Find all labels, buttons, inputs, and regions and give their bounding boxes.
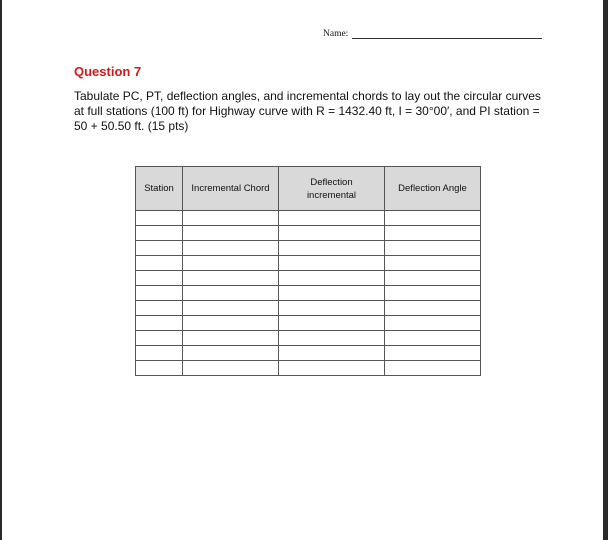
station-cell[interactable] bbox=[136, 271, 183, 286]
station-cell[interactable] bbox=[136, 241, 183, 256]
station-cell[interactable] bbox=[136, 226, 183, 241]
deflection-incremental-cell[interactable] bbox=[279, 256, 385, 271]
table-row bbox=[136, 361, 481, 376]
name-label: Name: bbox=[323, 29, 349, 39]
incremental-chord-cell[interactable] bbox=[183, 241, 279, 256]
deflection-incremental-cell[interactable] bbox=[279, 241, 385, 256]
incremental-chord-cell[interactable] bbox=[183, 361, 279, 376]
deflection-angle-cell[interactable] bbox=[385, 211, 481, 226]
deflection-angle-cell[interactable] bbox=[385, 241, 481, 256]
incremental-chord-cell[interactable] bbox=[183, 316, 279, 331]
deflection-angle-cell[interactable] bbox=[385, 256, 481, 271]
table-row bbox=[136, 346, 481, 361]
deflection-angle-cell[interactable] bbox=[385, 301, 481, 316]
deflection-incremental-cell[interactable] bbox=[279, 211, 385, 226]
header-deflection-angle: Deflection Angle bbox=[385, 167, 481, 211]
table-row bbox=[136, 286, 481, 301]
station-cell[interactable] bbox=[136, 256, 183, 271]
incremental-chord-cell[interactable] bbox=[183, 211, 279, 226]
deflection-angle-cell[interactable] bbox=[385, 226, 481, 241]
table-row bbox=[136, 271, 481, 286]
deflection-angle-cell[interactable] bbox=[385, 316, 481, 331]
name-blank-line[interactable] bbox=[352, 29, 542, 39]
table-row bbox=[136, 211, 481, 226]
table-header-row bbox=[136, 167, 481, 211]
header-station: Station bbox=[136, 167, 183, 211]
incremental-chord-cell[interactable] bbox=[183, 256, 279, 271]
table-row bbox=[136, 256, 481, 271]
station-cell[interactable] bbox=[136, 316, 183, 331]
deflection-incremental-cell[interactable] bbox=[279, 316, 385, 331]
deflection-angle-cell[interactable] bbox=[385, 271, 481, 286]
station-cell[interactable] bbox=[136, 331, 183, 346]
page-border-left bbox=[0, 0, 2, 540]
station-cell[interactable] bbox=[136, 301, 183, 316]
header-deflection-incremental bbox=[279, 167, 385, 211]
station-cell[interactable] bbox=[136, 361, 183, 376]
incremental-chord-cell[interactable] bbox=[183, 331, 279, 346]
station-cell[interactable] bbox=[136, 286, 183, 301]
deflection-incremental-cell[interactable] bbox=[279, 361, 385, 376]
name-field bbox=[323, 29, 542, 39]
incremental-chord-cell[interactable] bbox=[183, 286, 279, 301]
table-row bbox=[136, 301, 481, 316]
station-cell[interactable] bbox=[136, 211, 183, 226]
deflection-incremental-cell[interactable] bbox=[279, 226, 385, 241]
deflection-angle-cell[interactable] bbox=[385, 361, 481, 376]
deflection-angle-cell[interactable] bbox=[385, 286, 481, 301]
question-text: Tabulate PC, PT, deflection angles, and incremental chords to lay out the circular curves at full stations (100 ft) for Highway curve with R = 1432.40 ft, I = 30°00′, and PI station = 50 + 50.50 ft. (15 pts) bbox=[74, 89, 541, 133]
table-row bbox=[136, 241, 481, 256]
deflection-incremental-cell[interactable] bbox=[279, 286, 385, 301]
deflection-incremental-cell[interactable] bbox=[279, 301, 385, 316]
incremental-chord-cell[interactable] bbox=[183, 346, 279, 361]
station-cell[interactable] bbox=[136, 346, 183, 361]
table-row bbox=[136, 331, 481, 346]
table-body bbox=[136, 211, 481, 376]
incremental-chord-cell[interactable] bbox=[183, 226, 279, 241]
header-incremental-chord: Incremental Chord bbox=[183, 167, 279, 211]
deflection-incremental-cell[interactable] bbox=[279, 271, 385, 286]
incremental-chord-cell[interactable] bbox=[183, 301, 279, 316]
layout-table bbox=[135, 166, 481, 376]
deflection-angle-cell[interactable] bbox=[385, 331, 481, 346]
table-row bbox=[136, 316, 481, 331]
table-row bbox=[136, 226, 481, 241]
incremental-chord-cell[interactable] bbox=[183, 271, 279, 286]
header-deflection-incremental-label: Deflection incremental bbox=[306, 176, 357, 201]
deflection-angle-cell[interactable] bbox=[385, 346, 481, 361]
deflection-incremental-cell[interactable] bbox=[279, 346, 385, 361]
question-title: Question 7 bbox=[74, 64, 142, 79]
deflection-incremental-cell[interactable] bbox=[279, 331, 385, 346]
page-border-right bbox=[603, 0, 608, 540]
